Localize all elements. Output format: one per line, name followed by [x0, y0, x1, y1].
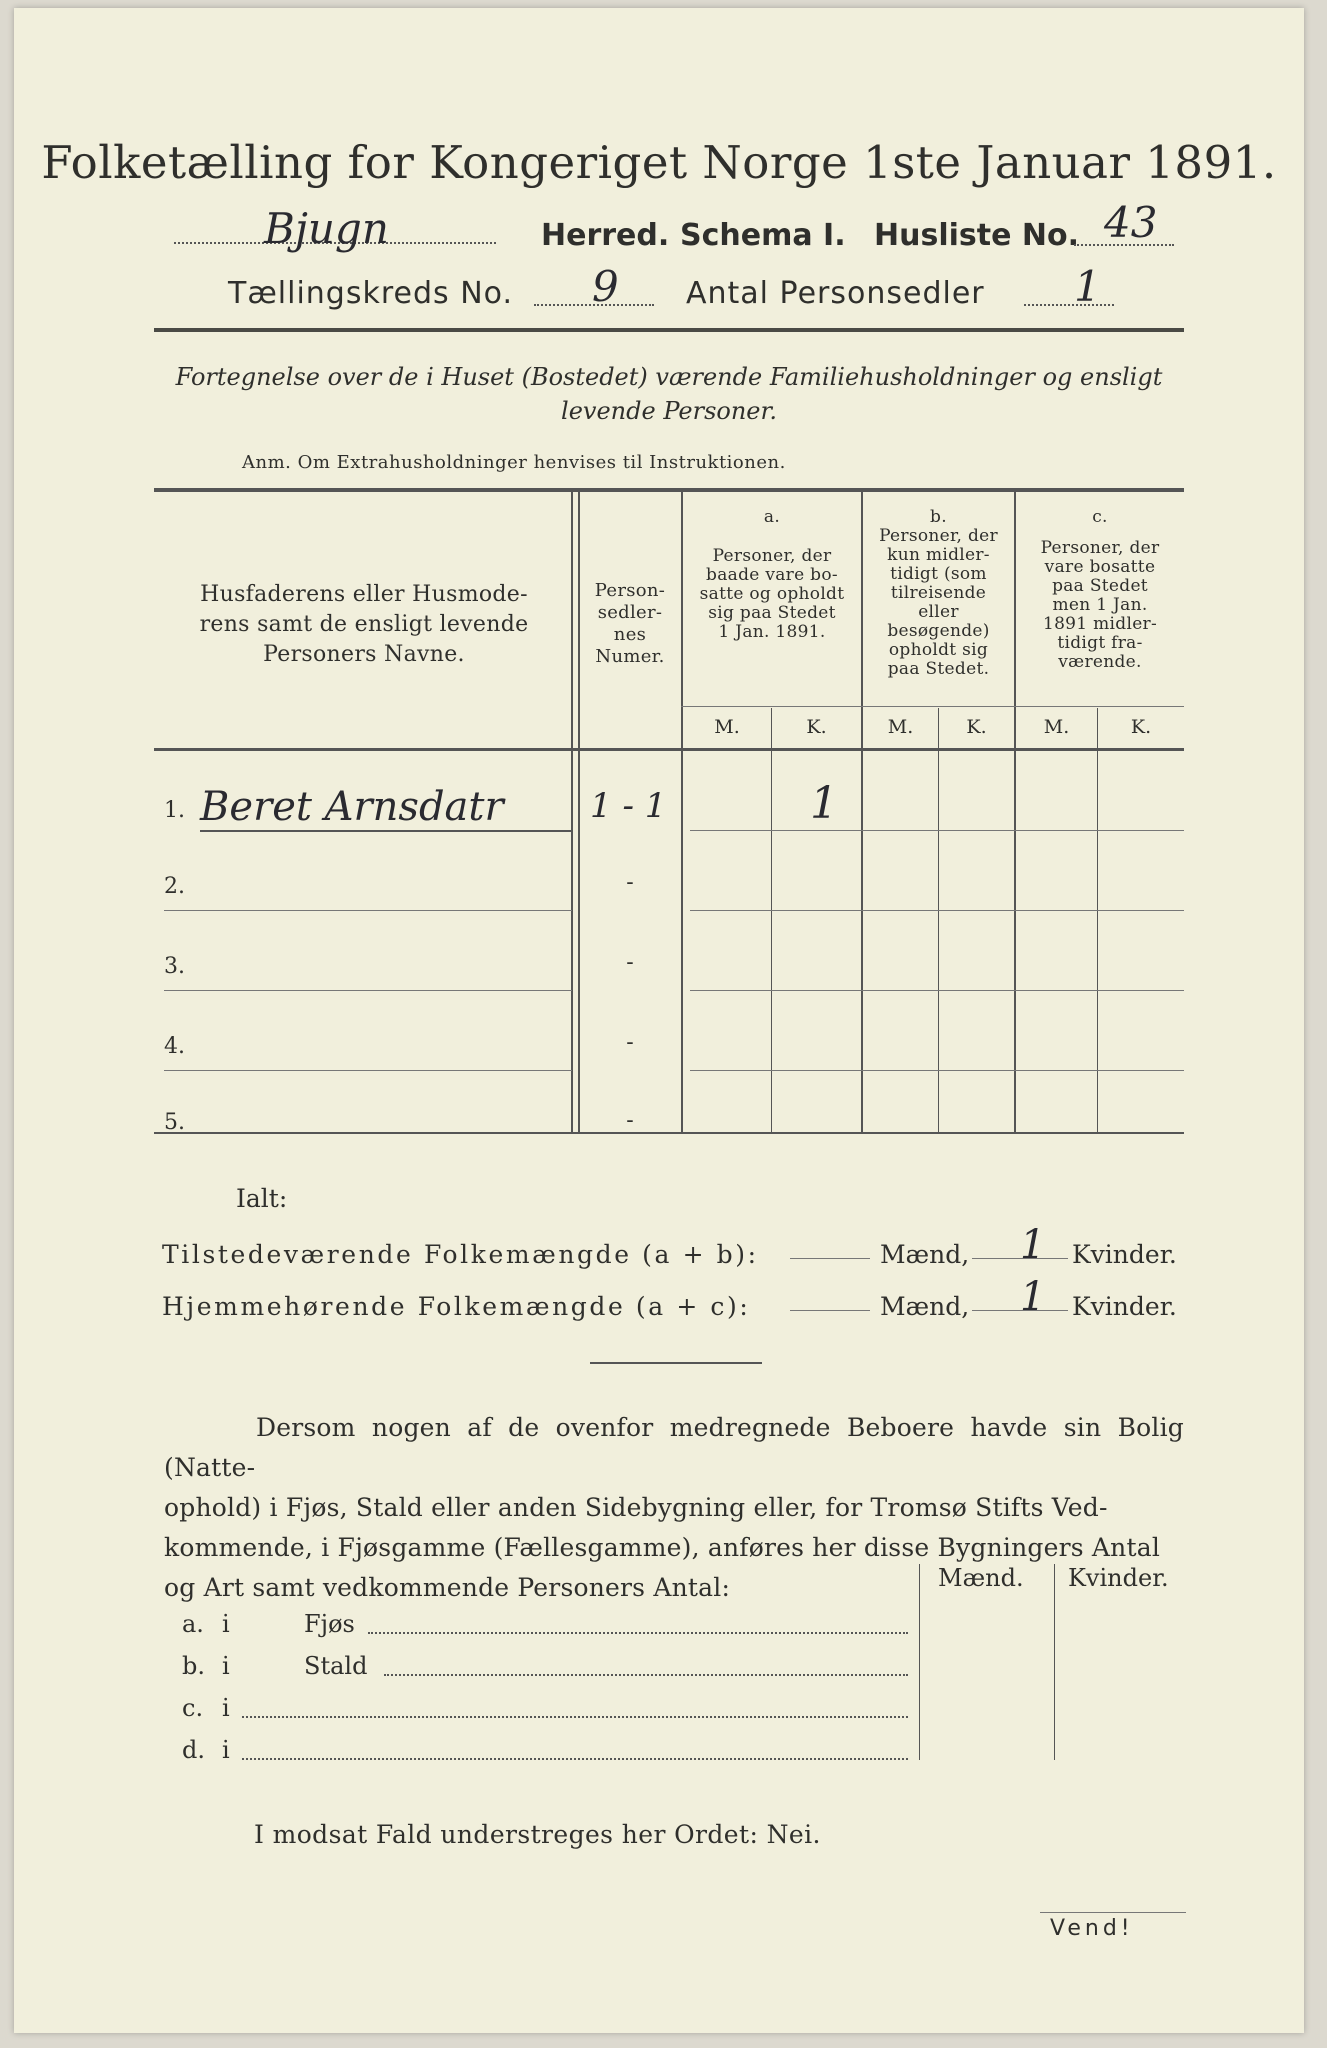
row-1-rule: [690, 830, 1184, 831]
building-c-dotline: [242, 1716, 908, 1718]
herred-label: Herred.: [541, 218, 670, 253]
total-line-2-label: Hjemmehørende Folkemængde (a + c):: [162, 1292, 751, 1321]
mk-header-rule: [681, 706, 1184, 707]
building-a-i: i: [222, 1610, 230, 1638]
total-line-1-maend-blank: [790, 1258, 870, 1259]
row-4-number: 4.: [164, 1034, 185, 1059]
total-line-2-maend-blank: [790, 1310, 870, 1311]
intro-text: [154, 360, 1184, 428]
form-title: Folketælling for Kongeriget Norge 1ste Januar 1891.: [41, 136, 1277, 189]
row-4-rule: [690, 1070, 1184, 1071]
col-divider-name: [571, 492, 573, 1132]
row-5-number: 5.: [164, 1110, 185, 1135]
building-d-dotline: [242, 1758, 908, 1760]
buildings-col-maend: Mænd.: [938, 1564, 1024, 1592]
buildings-paragraph: Dersom nogen af de ovenfor medregnede Beboere havde sin Bolig (Natte- ophold) i Fjøs, Stald eller anden Sidebygning eller, for Tromsø Stifts Ved- kommende, i Fjøsgamme (Fællesgamme), anføres her disse Bygningers Antal og Art samt vedkommende Personers Antal:: [164, 1413, 1184, 1602]
row-1-numer: 1 - 1: [590, 786, 667, 826]
b-k-label: K.: [966, 716, 987, 738]
intro-line-1: Fortegnelse over de i Huset (Bostedet) værende Familiehusholdninger og ensligt: [175, 363, 1163, 391]
vend-label: Vend!: [1050, 1916, 1134, 1941]
building-c-letter: c.: [182, 1694, 204, 1722]
intro-note: Anm. Om Extrahusholdninger henvises til Instruktionen.: [242, 452, 786, 473]
building-c-i: i: [222, 1694, 230, 1722]
antal-value: 1: [1074, 262, 1101, 311]
census-form-page: [14, 8, 1304, 2033]
row-2-name-rule: [164, 910, 572, 911]
antal-label: Antal Personsedler: [686, 276, 985, 311]
building-a-letter: a.: [182, 1610, 204, 1638]
husliste-label: Husliste No.: [874, 218, 1079, 253]
row-4-dash: -: [626, 1030, 634, 1055]
building-b-label: Stald: [304, 1652, 368, 1680]
intro-line-2: levende Personer.: [561, 397, 777, 425]
kreds-label: Tællingskreds No.: [228, 276, 513, 311]
row-2-rule: [690, 910, 1184, 911]
c-m-label: M.: [1043, 716, 1070, 738]
row-1-name-rule: [200, 830, 572, 832]
a-m-label: M.: [714, 716, 740, 738]
col-header-c: c. Personer, der vare bosatte paa Stedet men 1 Jan. 1891 midler- tidigt fra- værende.: [1040, 507, 1160, 672]
kreds-value: 9: [592, 262, 619, 311]
total-line-2-kvinder-value: 1: [1020, 1274, 1046, 1320]
col-divider-c-mk: [1097, 708, 1098, 1132]
col-divider-b-mk: [938, 708, 939, 1132]
total-line-2-maend: Mænd,: [880, 1292, 970, 1321]
row-3-name-rule: [164, 990, 572, 991]
total-line-2-kvinder: Kvinder.: [1072, 1292, 1177, 1321]
row-1-name: Beret Arnsdatr: [200, 784, 504, 830]
table-header-rule: [154, 748, 1184, 751]
building-d-i: i: [222, 1736, 230, 1764]
total-line-1-label: Tilstedeværende Folkemængde (a + b):: [162, 1240, 759, 1269]
building-b-dotline: [384, 1674, 908, 1676]
building-b-i: i: [222, 1652, 230, 1680]
herred-value: Bjugn: [264, 204, 389, 253]
row-3-rule: [690, 990, 1184, 991]
col-header-name: Husfaderens eller Husmode- rens samt de ensligt levende Personers Navne.: [199, 582, 529, 667]
schema-label: Schema I.: [680, 218, 846, 253]
building-d-letter: d.: [182, 1736, 205, 1764]
building-b-letter: b.: [182, 1652, 205, 1680]
row-3-dash: -: [626, 950, 634, 975]
total-line-1-maend: Mænd,: [880, 1240, 970, 1269]
row-5-dash: -: [626, 1108, 634, 1133]
row-2-dash: -: [626, 870, 634, 895]
building-a-label: Fjøs: [304, 1610, 355, 1638]
col-header-num: Person- sedler- nes Numer.: [594, 580, 666, 667]
husliste-value: 43: [1104, 198, 1158, 247]
a-k-label: K.: [806, 716, 827, 738]
ialt-label: Ialt:: [236, 1184, 288, 1213]
vend-rule: [1040, 1912, 1186, 1913]
building-a-dotline: [368, 1632, 908, 1634]
col-header-a: a. Personer, der baade vare bo- satte og opholdt sig paa Stedet 1 Jan. 1891.: [699, 507, 845, 642]
section-divider: [590, 1362, 762, 1364]
row-3-number: 3.: [164, 954, 185, 979]
row-1-a-k: 1: [810, 778, 838, 829]
row-1-number: 1.: [164, 798, 185, 823]
buildings-divider-2: [1054, 1564, 1055, 1760]
buildings-col-kvinder: Kvinder.: [1068, 1564, 1169, 1592]
row-4-name-rule: [164, 1070, 572, 1071]
table-top-rule: [154, 488, 1184, 492]
total-line-1-kvinder: Kvinder.: [1072, 1240, 1177, 1269]
b-m-label: M.: [887, 716, 914, 738]
col-divider-a-mk: [771, 708, 772, 1132]
footer-note: I modsat Fald understreges her Ordet: Nei.: [254, 1820, 821, 1849]
header-rule: [154, 328, 1184, 332]
c-k-label: K.: [1130, 716, 1152, 738]
row-2-number: 2.: [164, 874, 185, 899]
col-header-b: b. Personer, der kun midler- tidigt (som tilreisende eller besøgende) opholdt sig paa Stedet.: [879, 507, 998, 679]
total-line-1-kvinder-value: 1: [1020, 1222, 1046, 1268]
buildings-divider-1: [919, 1564, 920, 1760]
